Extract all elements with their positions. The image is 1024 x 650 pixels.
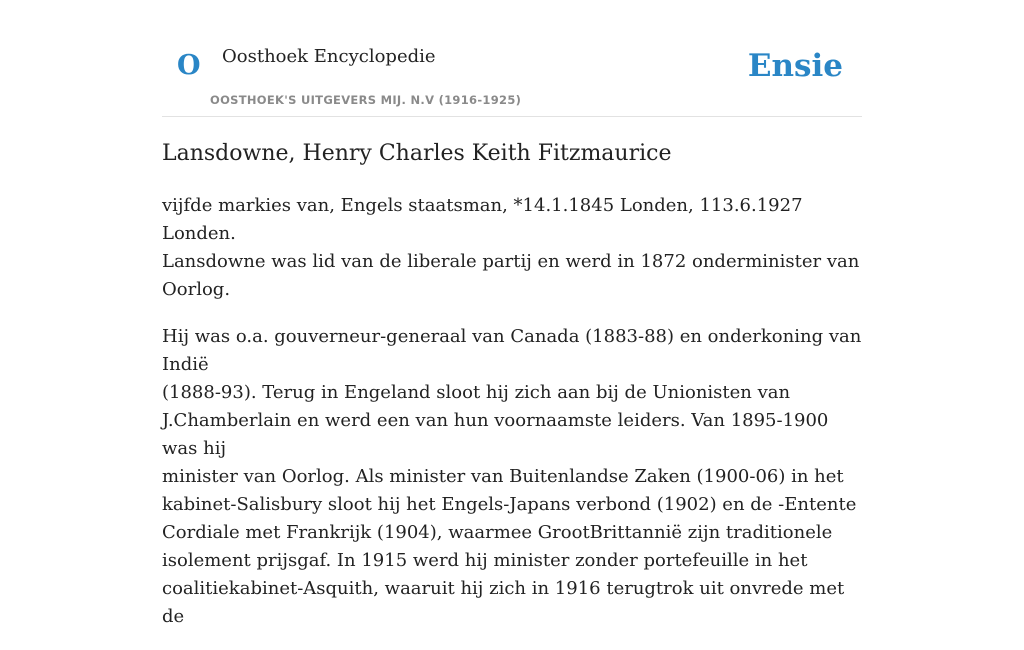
source-publisher: OOSTHOEK'S UITGEVERS MIJ. N.V (1916-1925) [210,93,522,107]
article-paragraph: vijfde markies van, Engels staatsman, *14.1.1845 Londen, 113.6.1927 Londen. Lansdowne was lid van de liberale partij en werd in 1872 onderminister van Oorlog. [162,195,860,300]
source-header [162,0,862,117]
source-name-link[interactable]: Oosthoek Encyclopedie [222,46,436,67]
article-paragraph: Hij was o.a. gouverneur-generaal van Canada (1883-88) en onderkoning van Indië (1888-93). Terug in Engeland sloot hij zich aan bij de Unionisten van J.Chamberlain en werd een van hun voornaamste leiders. Van 1895-1900 was hij minister van Oorlog. Als minister van Buitenlandse Zaken (1900-06) in het kabinet-Salisbury sloot hij het Engels-Japans verbond (1902) en de -Entente Cordiale met Frankrijk (1904), waarmee GrootBrittannië zijn traditionele isolement prijsgaf. In 1915 werd hij minister zonder portefeuille in het coalitiekabinet-Asquith, waaruit hij zich in 1916 terugtrok uit onvrede met de [162,326,862,627]
source-logo[interactable]: O [177,50,201,81]
article-body [162,192,862,650]
ensie-logo[interactable]: Ensie [747,48,843,84]
article-title: Lansdowne, Henry Charles Keith Fitzmaurice [162,141,672,166]
